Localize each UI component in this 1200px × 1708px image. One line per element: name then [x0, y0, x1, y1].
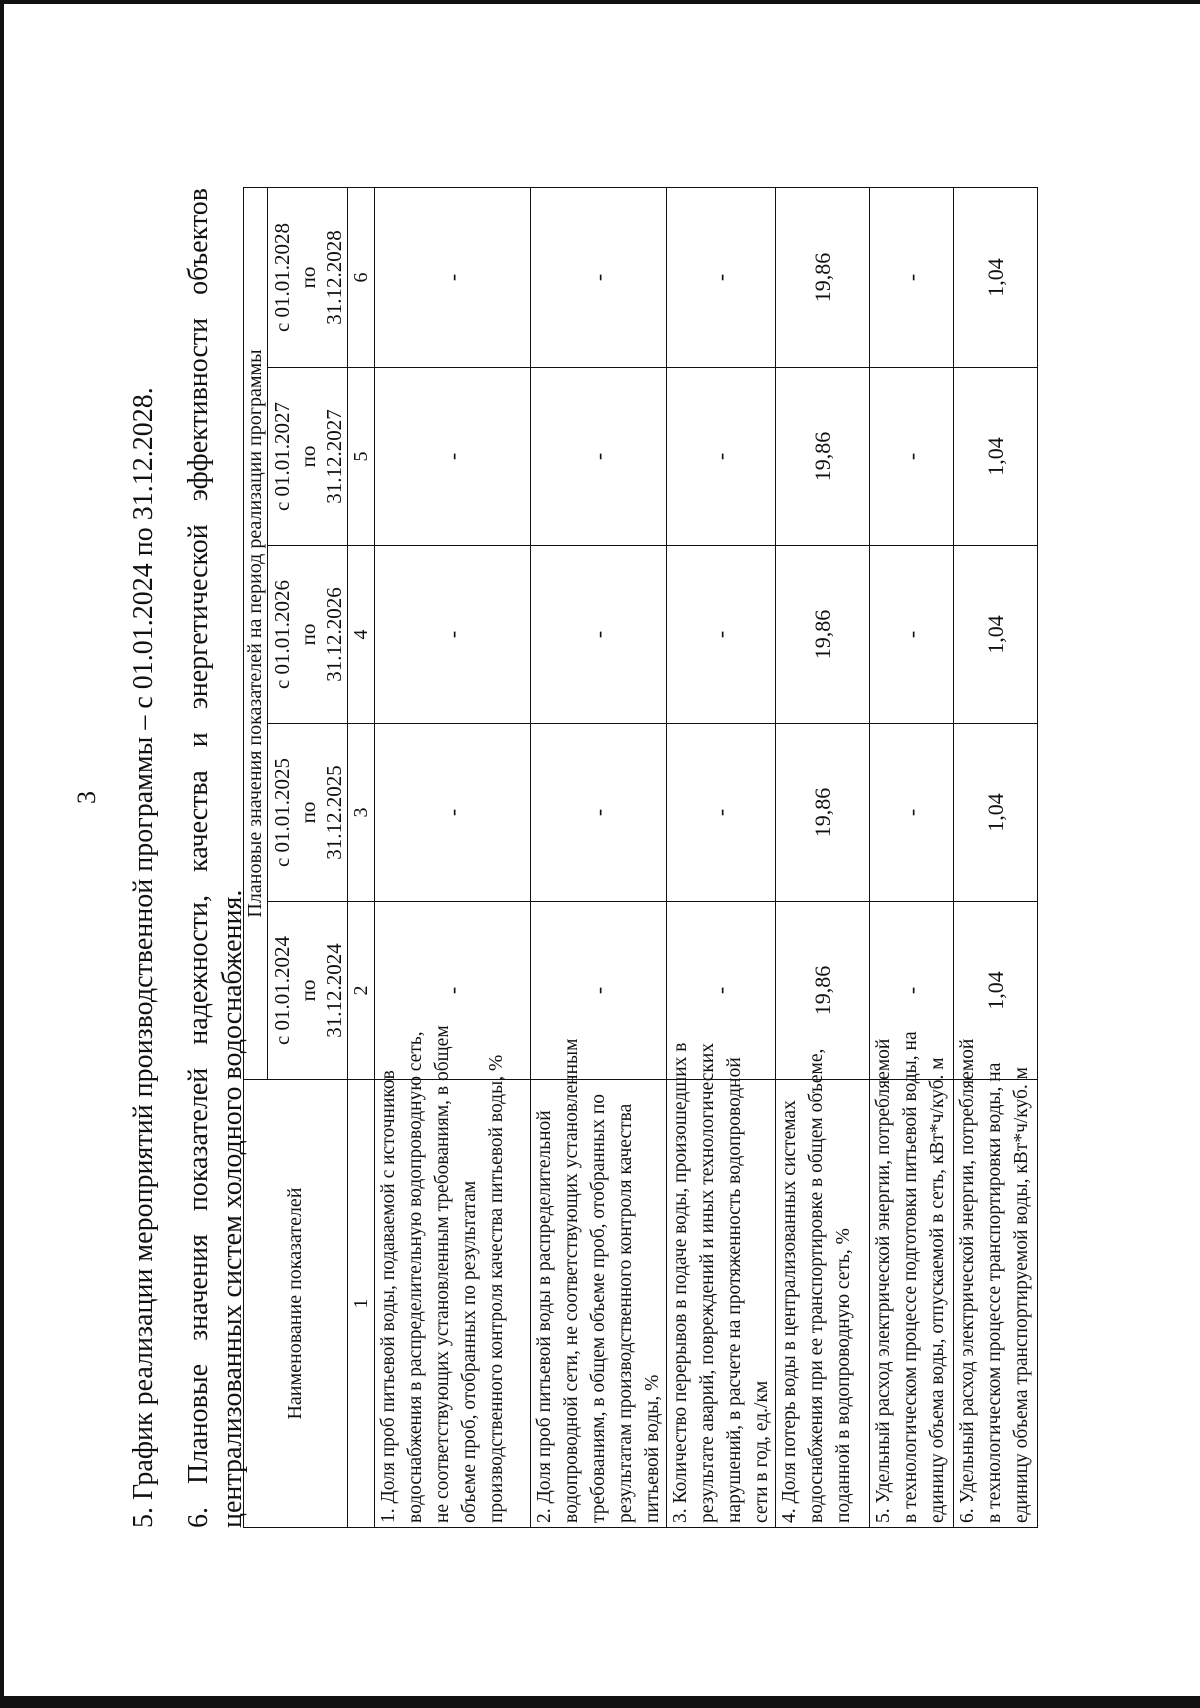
heading-word: значения — [183, 1234, 214, 1341]
indicator-value: 1,04 — [954, 187, 1038, 367]
indicator-name — [375, 1025, 531, 1528]
indicator-name-line: сети в год, ед./км — [751, 1380, 772, 1523]
indicator-name-line: в технологическом процессе транспортировки воды, на — [984, 1062, 1005, 1523]
table-row — [954, 187, 1038, 1527]
table-row — [870, 187, 954, 1527]
indicator-value: - — [870, 724, 954, 902]
table-row — [667, 187, 776, 1527]
page-number: 3 — [72, 791, 101, 804]
indicator-value: - — [375, 724, 531, 902]
heading-word: объектов — [183, 188, 214, 295]
heading-word: и — [183, 732, 214, 748]
period-header-2028: с 01.01.2028 по 31.12.2028 — [268, 187, 348, 367]
indicator-value: 19,86 — [776, 546, 870, 724]
indicator-value: - — [870, 546, 954, 724]
indicator-name-line: производственного контроля качества питьевой воды, % — [486, 1054, 507, 1523]
indicator-value: - — [667, 902, 776, 1080]
indicator-name-line: водопроводной сети, не соответствующих установленным — [561, 1038, 582, 1523]
indicator-value: 19,86 — [776, 902, 870, 1080]
indicator-value: - — [531, 724, 667, 902]
indicator-value: - — [667, 368, 776, 546]
indicator-value: - — [375, 368, 531, 546]
indicators-table — [243, 187, 1038, 1528]
indicator-value: - — [870, 368, 954, 546]
indicator-name-line: в технологическом процессе подготовки питьевой воды, на — [900, 1031, 921, 1523]
indicator-value: 19,86 — [776, 187, 870, 367]
indicator-value: - — [870, 902, 954, 1080]
indicator-value: 19,86 — [776, 724, 870, 902]
indicator-name-line: питьевой воды, % — [642, 1374, 663, 1523]
period-header-2027: с 01.01.2027 по 31.12.2027 — [268, 368, 348, 546]
indicator-value: 1,04 — [954, 724, 1038, 902]
period-header-2025: с 01.01.2025 по 31.12.2025 — [268, 724, 348, 902]
indicator-name-line: поданной в водопроводную сеть, % — [833, 1228, 854, 1523]
indicator-name-line: не соответствующих установленным требованиям, в общем — [432, 1025, 453, 1523]
column-number: 3 — [348, 724, 375, 902]
indicator-value: - — [870, 187, 954, 367]
indicator-name-line: требованиям, в общем объеме проб, отобранных по — [588, 1093, 609, 1523]
indicator-name-line: 3. Количество перерывов в подаче воды, произошедших в — [670, 1042, 691, 1523]
indicator-name-line: 6. Удельный расход электрической энергии, потребляемой — [957, 1038, 978, 1523]
plan-values-group-header: Плановые значения показателей на период реализации программы — [244, 187, 268, 1079]
indicator-name-line: объеме проб, отобранных по результатам — [459, 1180, 480, 1523]
section-6-heading-line-2: централизованных систем холодного водоснабжения. — [217, 889, 248, 1528]
indicator-value: - — [375, 187, 531, 367]
indicator-value: 1,04 — [954, 546, 1038, 724]
heading-word: надежности, — [183, 894, 214, 1045]
column-number: 4 — [348, 546, 375, 724]
indicator-name — [667, 1042, 776, 1528]
indicator-value: - — [531, 546, 667, 724]
indicator-name-line: результатам производственного контроля качества — [615, 1103, 636, 1523]
indicator-value: - — [375, 902, 531, 1080]
indicator-name-line: 2. Доля проб питьевой воды в распределительной — [534, 1110, 555, 1523]
indicator-value: 1,04 — [954, 368, 1038, 546]
table-row — [776, 187, 870, 1527]
indicator-value: - — [667, 546, 776, 724]
indicator-name-line: единицу объема воды, отпускаемой в сеть, кВт*ч/куб. м — [927, 1057, 948, 1523]
column-number: 6 — [348, 187, 375, 367]
indicator-name-line: водоснабжения при ее транспортировке в общем объеме, — [806, 1048, 827, 1523]
indicator-name-line: водоснабжения в распределительную водопроводную сеть, — [405, 1031, 426, 1523]
column-number: 5 — [348, 368, 375, 546]
indicator-name — [954, 1038, 1038, 1528]
indicator-value: - — [531, 368, 667, 546]
section-6-heading-line-1 — [182, 188, 216, 1528]
table-row — [531, 187, 667, 1527]
period-header-2026: с 01.01.2026 по 31.12.2026 — [268, 546, 348, 724]
indicator-value: - — [375, 546, 531, 724]
heading-word: эффективности — [183, 317, 214, 502]
indicator-value: - — [531, 902, 667, 1080]
indicator-name — [870, 1031, 954, 1528]
column-number-row — [348, 187, 375, 1527]
heading-word: Плановые — [183, 1363, 214, 1484]
indicator-value: 19,86 — [776, 368, 870, 546]
indicator-value: - — [667, 187, 776, 367]
indicator-value: 1,04 — [954, 902, 1038, 1080]
indicator-name-line: нарушений, в расчете на протяженность водопроводной — [724, 1057, 745, 1523]
name-column-header: Наименование показателей — [244, 1080, 348, 1528]
indicator-name-line: единицу объема транспортируемой воды, кВт*ч/куб. м — [1011, 1067, 1032, 1523]
section-6-heading — [182, 188, 250, 1528]
indicator-value: - — [531, 187, 667, 367]
indicator-name-line: 1. Доля проб питьевой воды, подаваемой с источников — [378, 1070, 399, 1523]
indicator-name-line: 5. Удельный расход электрической энергии, потребляемой — [873, 1038, 894, 1523]
indicator-name — [776, 1048, 870, 1528]
heading-word: показателей — [183, 1067, 214, 1212]
heading-word: 6. — [183, 1507, 214, 1528]
column-number: 2 — [348, 902, 375, 1080]
indicator-name-line: 4. Доля потерь воды в централизованных системах — [779, 1100, 800, 1523]
column-number: 1 — [348, 1080, 375, 1528]
table-row — [375, 187, 531, 1527]
heading-word: качества — [183, 770, 214, 872]
heading-word: энергетической — [183, 524, 214, 710]
indicator-name-line: результате аварий, повреждений и иных технологических — [697, 1042, 718, 1523]
indicator-value: - — [667, 724, 776, 902]
section-5-heading: 5. График реализации мероприятий производственной программы – с 01.01.2024 по 31.12.2028. — [128, 387, 159, 1528]
indicator-name — [531, 1038, 667, 1528]
period-header-2024: с 01.01.2024 по 31.12.2024 — [268, 902, 348, 1080]
